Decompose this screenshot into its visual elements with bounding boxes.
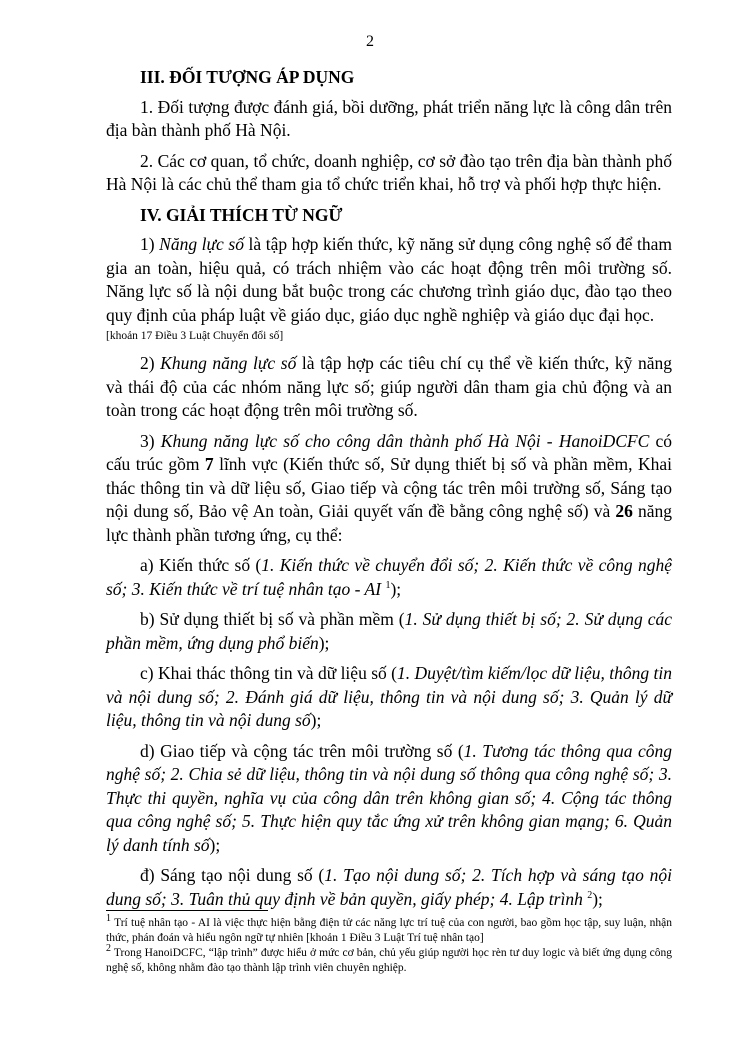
- footnote-separator: [106, 910, 268, 911]
- definition-2: 2) Khung năng lực số là tập hợp các tiêu chí cụ thể về kiến thức, kỹ năng và thái độ của các nhóm năng lực số; giúp người dân tham gia chủ động và an toàn trong các hoạt động trên môi trường số.: [106, 353, 672, 420]
- definition-1-citation: [khoản 17 Điều 3 Luật Chuyển đổi số]: [106, 330, 284, 342]
- footnote-ref-1: 1: [385, 579, 391, 591]
- section-4-heading: IV. GIẢI THÍCH TỪ NGỮ: [140, 204, 343, 225]
- definition-3-term: Khung năng lực số cho công dân thành phố Hà Nội - HanoiDCFC: [160, 430, 650, 451]
- footnote-ref-2: 2: [587, 889, 593, 901]
- footnote-2: $^2$ Trong HanoiDCFC, “lập trình” được hiểu ở mức cơ bản, chủ yếu giúp người học rèn tư duy logic và biết ứng dụng công nghệ số, không nhằm đào tạo thành lập trình viên chuyên nghiệp.: [106, 943, 672, 974]
- item-c: c) Khai thác thông tin và dữ liệu số (1. Duyệt/tìm kiếm/lọc dữ liệu, thông tin và nội dung số; 2. Đánh giá dữ liệu, thông tin và nội dung số; 3. Quản lý dữ liệu, thông tin và nội dung số);: [106, 663, 672, 730]
- footnotes: [106, 913, 672, 976]
- domain-count: 7: [204, 454, 214, 474]
- item-d: d) Giao tiếp và cộng tác trên môi trường số (1. Tương tác thông qua công nghệ số; 2. Chia sẻ dữ liệu, thông tin và nội dung số thông qua công nghệ số; 3. Thực thi quyền, nghĩa vụ của công dân trên không gian số; 4. Cộng tác thông qua công nghệ số; 5. Thực hiện quy tắc ứng xử trên không gian mạng; 6. Quản lý danh tính số);: [106, 740, 672, 855]
- item-b: b) Sử dụng thiết bị số và phần mềm (1. Sử dụng thiết bị số; 2. Sử dụng các phần mềm, ứng dụng phổ biến);: [106, 609, 672, 653]
- section-3-paragraph-1: 1. Đối tượng được đánh giá, bồi dưỡng, phát triển năng lực là công dân trên địa bàn thành phố Hà Nội.: [106, 96, 672, 140]
- page-number: 2: [366, 33, 374, 50]
- definition-2-term: Khung năng lực số: [160, 353, 297, 373]
- section-3-heading: III. ĐỐI TƯỢNG ÁP DỤNG: [140, 67, 355, 87]
- item-dd: đ) Sáng tạo nội dung số (1. Tạo nội dung số; 2. Tích hợp và sáng tạo nội dung số; 3. Tuân thủ quy định về bản quyền, giấy phép; 4. Lập trình $^2$);: [106, 865, 672, 909]
- section-3-paragraph-2: 2. Các cơ quan, tổ chức, doanh nghiệp, cơ sở đào tạo trên địa bàn thành phố Hà Nội là các chủ thể tham gia tổ chức triển khai, hỗ trợ và phối hợp thực hiện.: [106, 150, 672, 194]
- definition-3: 3) Khung năng lực số cho công dân thành phố Hà Nội - HanoiDCFC có cấu trúc gồm 7 lĩnh vực (Kiến thức số, Sử dụng thiết bị số và phần mềm, Khai thác thông tin và dữ liệu số, Giao tiếp và cộng tác trên môi trường số, Sáng tạo nội dung số, Bảo vệ An toàn, Giải quyết vấn đề bằng công nghệ số) và 26 năng lực thành phần tương ứng, cụ thể:: [106, 430, 672, 545]
- competency-count: 26: [615, 501, 633, 521]
- document-body: [106, 66, 672, 918]
- definition-1-term: Năng lực số: [159, 234, 244, 254]
- definition-1: 1) Năng lực số là tập hợp kiến thức, kỹ năng sử dụng công nghệ số để tham gia an toàn, hiệu quả, có trách nhiệm vào các hoạt động trên môi trường số. Năng lực số là nội dung bắt buộc trong các chương trình giáo dục, đào tạo theo quy định của pháp luật về giáo dục, giáo dục nghề nghiệp và giáo dục đại học.: [106, 234, 672, 325]
- footnote-1: $^1$ Trí tuệ nhân tạo - AI là việc thực hiện bằng điện tử các năng lực trí tuệ của con người, bao gồm học tập, suy luận, nhận thức, phán đoán và hiểu ngôn ngữ tự nhiên [khoản 1 Điều 3 Luật Trí tuệ nhân tạo]: [106, 913, 672, 944]
- item-a: a) Kiến thức số (1. Kiến thức về chuyển đổi số; 2. Kiến thức về công nghệ số; 3. Kiến thức về trí tuệ nhân tạo - AI $^1$);: [106, 555, 672, 599]
